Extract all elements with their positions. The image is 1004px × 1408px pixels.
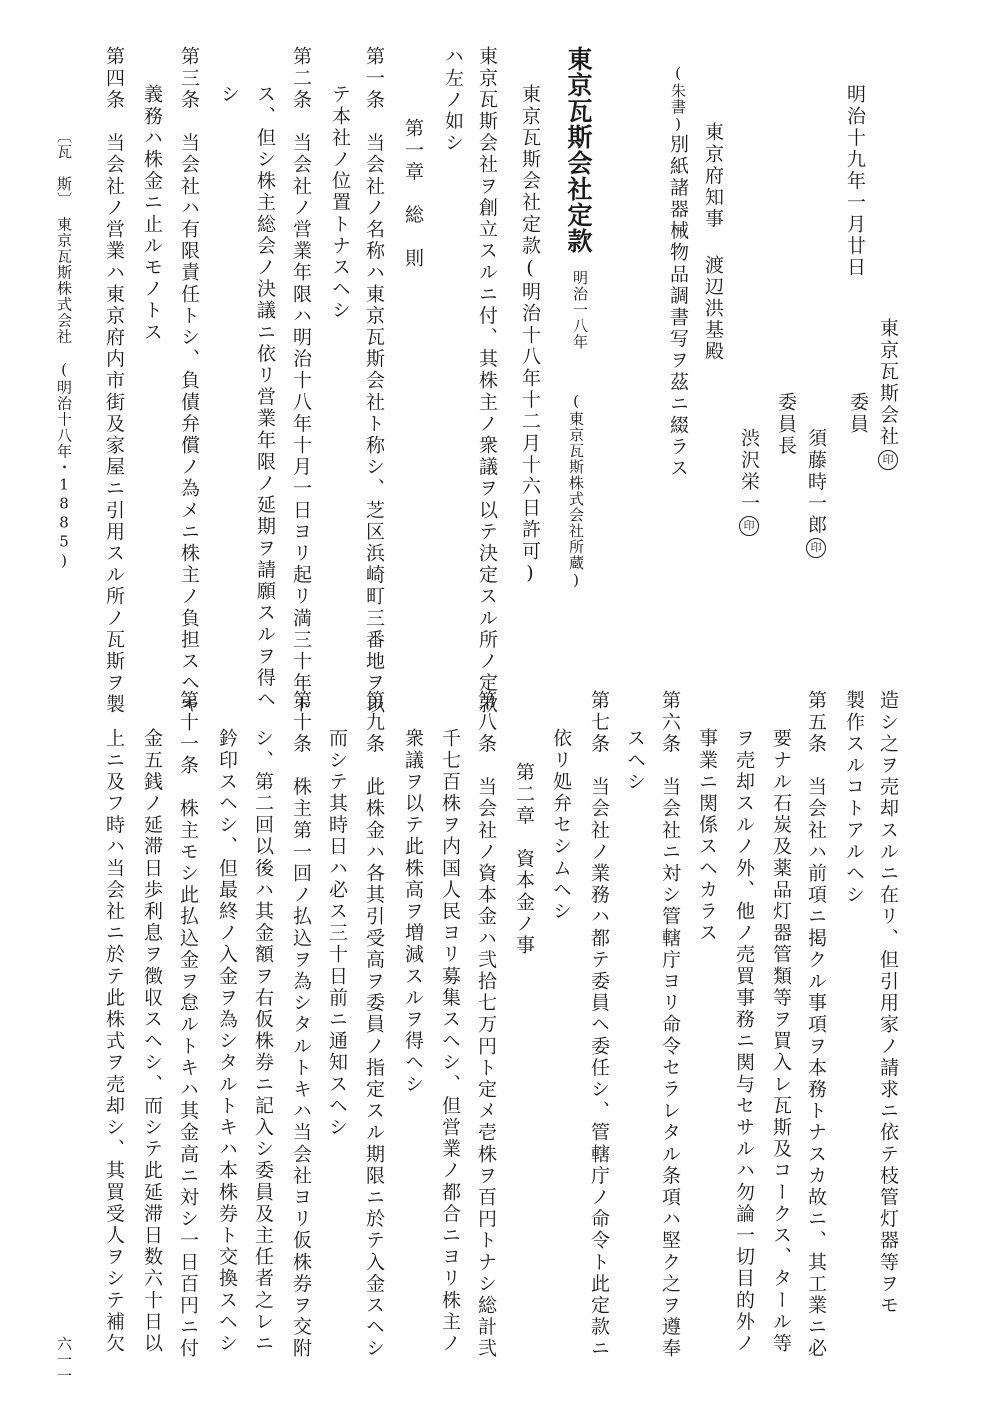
red-note-label: (朱書) [669, 64, 687, 134]
member-name: 須藤時一郎 [805, 428, 827, 536]
article-1-line-1: 第一条 当会社ノ名称ハ東京瓦斯会社ト称シ、芝区浜崎町三番地ヲ以 [363, 46, 385, 716]
title-source: (東京瓦斯株式会社所蔵) [567, 392, 585, 590]
article-4-line-2: 造シ之ヲ売却スルニ在リ、但引用家ノ請求ニ依テ枝管灯器等ヲモ [877, 690, 899, 1317]
committee-label: 委員 [847, 392, 869, 436]
article-8-line-2: 千七百株ヲ内国人民ヨリ募集スヘシ、但営業ノ都合ニヨリ株主ノ [439, 728, 461, 1355]
chapter-2-heading: 第二章 資本金ノ事 [513, 762, 535, 957]
running-footer: 〔瓦 斯〕 東京瓦斯株式会社 (明治十八年・1885) [55, 128, 73, 571]
preamble-line-1: 東京瓦斯会社ヲ創立スルニ付、其株主ノ衆議ヲ以テ決定スル所ノ定款 [476, 46, 498, 716]
article-11-line-2: 金五銭ノ延滞日歩利息ヲ徴収スヘシ、而シテ此延滞日数六十日以 [141, 728, 163, 1355]
governor-address: 東京府知事 渡辺洪基殿 [702, 122, 724, 363]
preamble-line-2: ハ左ノ如シ [442, 46, 464, 154]
article-3-line-2: 義務ハ株金ニ止ルモノトス [141, 84, 163, 344]
red-note-text: 別紙諸器械物品調書写ヲ茲ニ綴ラス [667, 134, 689, 480]
recipient-company [878, 318, 898, 470]
article-9-line-2: 而シテ其時日ハ必ス三十日前ニ通知スヘシ [326, 728, 348, 1139]
document-title: 東京瓦斯会社定款 [564, 46, 593, 254]
article-6-line-1: 第六条 当会社ニ対シ管轄庁ヨリ命令セラレタル条項ハ堅ク之ヲ遵奉 [659, 690, 681, 1360]
title-year: 明治一八年 [571, 270, 589, 350]
article-9-line-1: 第九条 此株金ハ各其引受高ヲ委員ノ指定スル期限ニ於テ入金スヘシ [363, 690, 385, 1360]
chairman-seal: 印 [739, 516, 759, 536]
article-2-line-3: シ [218, 84, 240, 106]
company-name: 東京瓦斯会社 [877, 318, 899, 448]
article-11-line-3: 上ニ及フ時ハ当会社ニ於テ此株式ヲ売却シ、其買受人ヲシテ補欠 [103, 728, 125, 1355]
date-line: 明治十九年一月廿日 [844, 84, 866, 279]
chairman [739, 428, 759, 536]
article-8-line-1: 第八条 当会社ノ資本金ハ弐拾七万円ト定メ壱株ヲ百円トナシ総計弐 [475, 690, 497, 1360]
article-2-line-2: ス、但シ株主総会ノ決議ニ依リ営業年限ノ延期ヲ請願スルヲ得ヘ [254, 84, 276, 711]
article-6-line-2: スヘシ [624, 728, 646, 793]
article-7-line-1: 第七条 当会社ノ業務ハ都テ委員ヘ委任シ、管轄庁ノ命令ト此定款ニ [588, 690, 610, 1360]
article-4-line-1: 第四条 当会社ノ営業ハ東京府内市街及家屋ニ引用スル所ノ瓦斯ヲ製 [103, 46, 125, 716]
company-seal: 印 [878, 450, 898, 470]
article-3-line-1: 第三条 当会社ハ有限責任トシ、負債弁償ノ為メニ株主ノ負担スヘキ [178, 46, 200, 716]
member-seal: 印 [806, 538, 826, 558]
article-5-line-2: 要ナル石炭及薬品灯器管類等ヲ買入レ瓦斯及コークス、タール等 [770, 728, 792, 1355]
chairman-label: 委員長 [775, 392, 797, 457]
chairman-name: 渋沢栄一 [738, 428, 760, 515]
committee-member [806, 428, 826, 558]
article-10-line-2: シ、第二回以後ハ其金額ヲ右仮株券ニ記入シ委員及主任者之レニ [252, 728, 274, 1355]
article-4-line-3: 製作スルコトアルヘシ [843, 690, 865, 906]
article-11-line-1: 第十一条 株主モシ此払込金ヲ怠ルトキハ其金高ニ対シ一日百円ニ付 [177, 690, 199, 1360]
chapter-1-heading: 第一章 総 則 [402, 118, 424, 270]
page-number: 六一一 [55, 1336, 73, 1384]
article-10-line-3: 鈐印スヘシ、但最終ノ入金ヲ為シタルトキハ本株券ト交換スヘシ [216, 728, 238, 1355]
article-8-line-3: 衆議ヲ以テ此株高ヲ増減スルヲ得ヘシ [402, 728, 424, 1096]
article-10-line-1: 第十条 株主第一回ノ払込ヲ為シタルトキハ当会社ヨリ仮株券ヲ交附 [290, 690, 312, 1360]
article-5-line-4: 事業ニ関係スヘカラス [696, 728, 718, 944]
red-note-line [668, 64, 687, 480]
article-7-line-2: 依リ処弁セシムヘシ [550, 728, 572, 923]
article-1-line-2: テ本社ノ位置トナスヘシ [329, 84, 351, 322]
article-2-line-1: 第二条 当会社ノ営業年限ハ明治十八年十月一日ヨリ起リ満三十年ト [290, 46, 312, 716]
article-5-line-3: ヲ売却スルノ外、他ノ売買事務ニ関与セサルハ勿論一切目的外ノ [733, 728, 755, 1355]
articles-heading: 東京瓦斯会社定款(明治十八年十二月十六日許可) [519, 84, 541, 587]
article-5-line-1: 第五条 当会社ハ前項ニ掲クル事項ヲ本務トナスカ故ニ、其工業ニ必 [805, 690, 827, 1360]
